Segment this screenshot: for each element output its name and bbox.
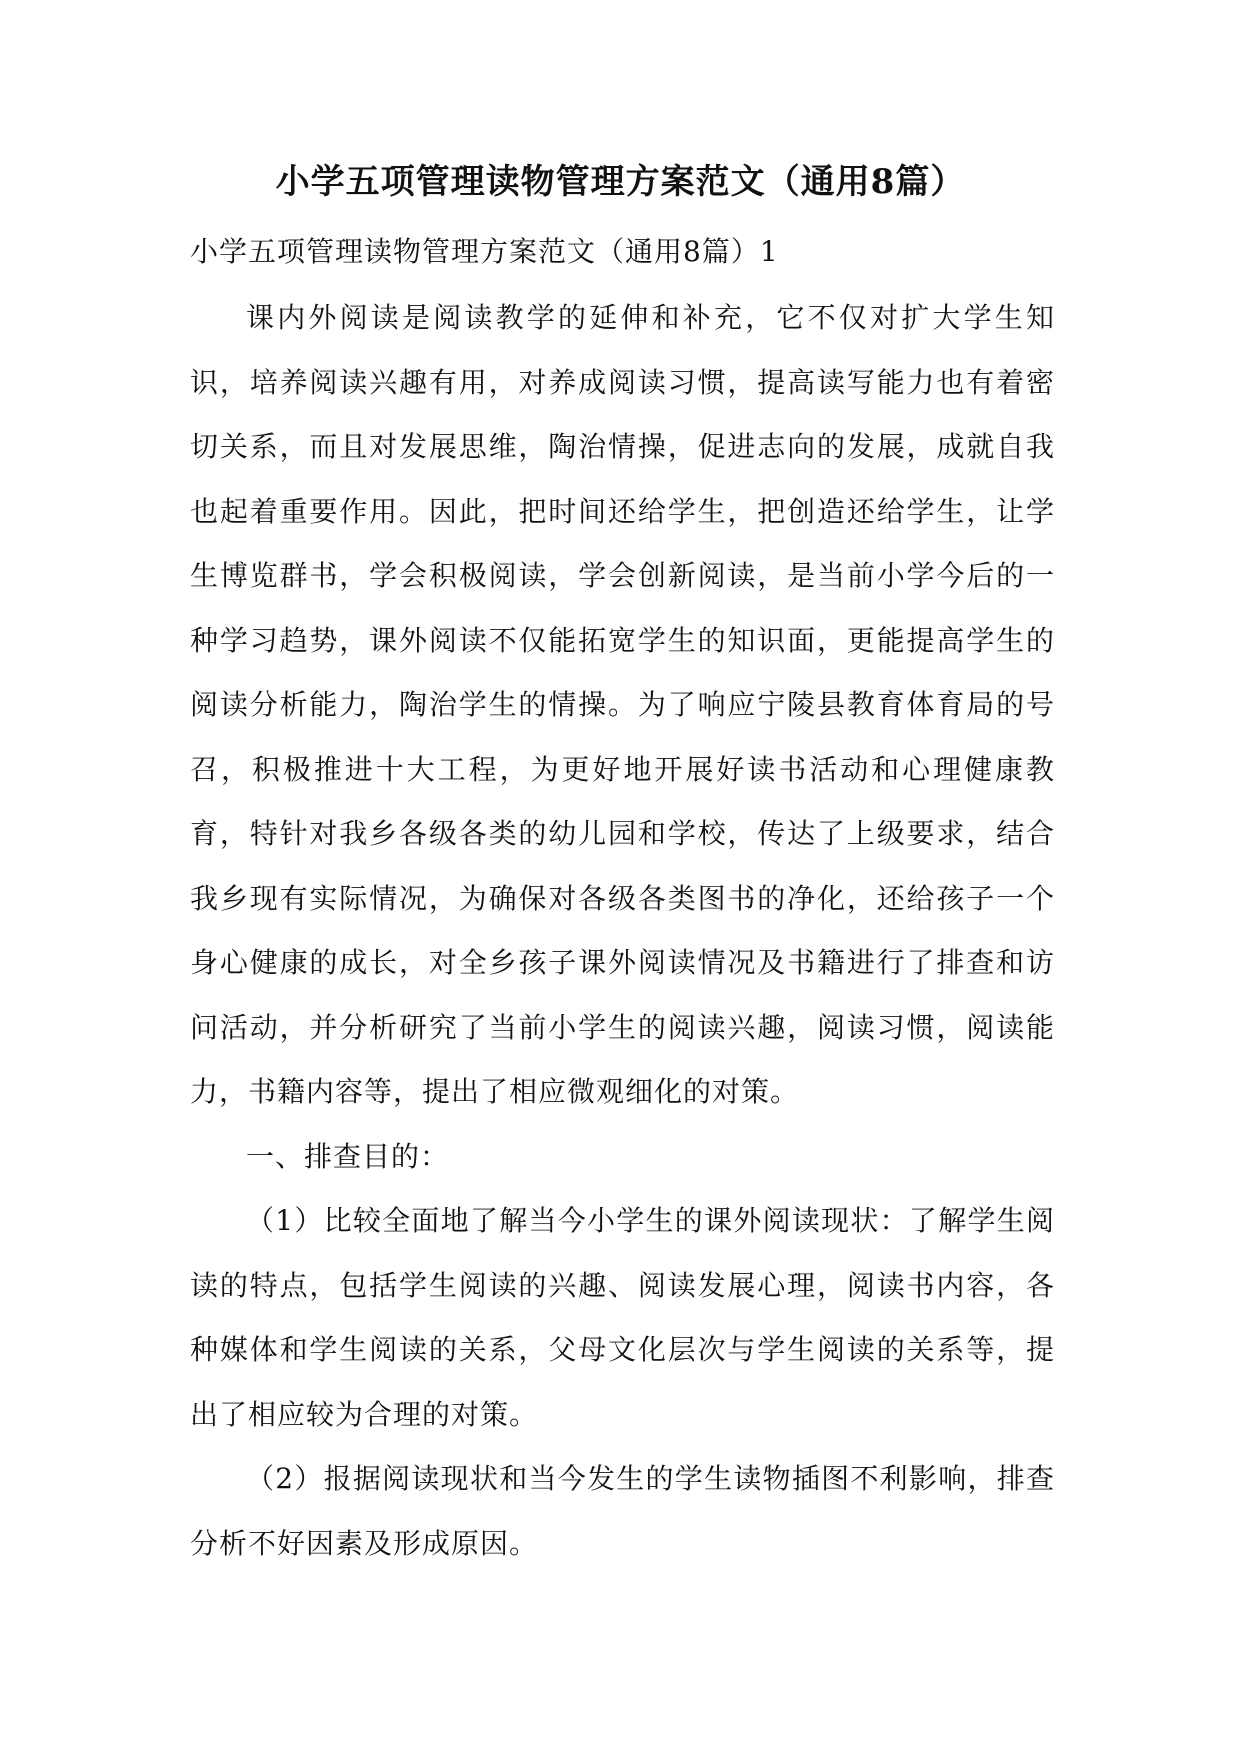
document-body xyxy=(190,222,1055,1576)
section-heading: 一、排查目的： xyxy=(246,1139,450,1173)
list-item-2: （2）报据阅读现状和当今发生的学生读物插图不利影响，排查分析不好因素及形成原因。 xyxy=(190,1462,1055,1560)
intro-paragraph: 课内外阅读是阅读教学的延伸和补充，它不仅对扩大学生知识，培养阅读兴趣有用，对养成阅读习惯，提高读写能力也有着密切关系，而且对发展思维，陶治情操，促进志向的发展，成就自我也起着重要作用。因此，把时间还给学生，把创造还给学生，让学生博览群书，学会积极阅读，学会创新阅读，是当前小学今后的一种学习趋势，课外阅读不仅能拓宽学生的知识面，更能提高学生的阅读分析能力，陶治学生的情操。为了响应宁陵县教育体育局的号召，积极推进十大工程，为更好地开展好读书活动和心理健康教育，特针对我乡各级各类的幼儿园和学校，传达了上级要求，结合我乡现有实际情况，为确保对各级各类图书的净化，还给孩子一个身心健康的成长，对全乡孩子课外阅读情况及书籍进行了排查和访问活动，并分析研究了当前小学生的阅读兴趣，阅读习惯，阅读能力，书籍内容等，提出了相应微观细化的对策。 xyxy=(190,301,1055,1108)
list-item-1: （1）比较全面地了解当今小学生的课外阅读现状：了解学生阅读的特点，包括学生阅读的兴趣、阅读发展心理，阅读书内容，各种媒体和学生阅读的关系，父母文化层次与学生阅读的关系等，提出了相应较为合理的对策。 xyxy=(190,1204,1055,1431)
document-title: 小学五项管理读物管理方案范文（通用8篇） xyxy=(275,162,966,202)
section-subtitle: 小学五项管理读物管理方案范文（通用8篇）1 xyxy=(190,235,779,268)
